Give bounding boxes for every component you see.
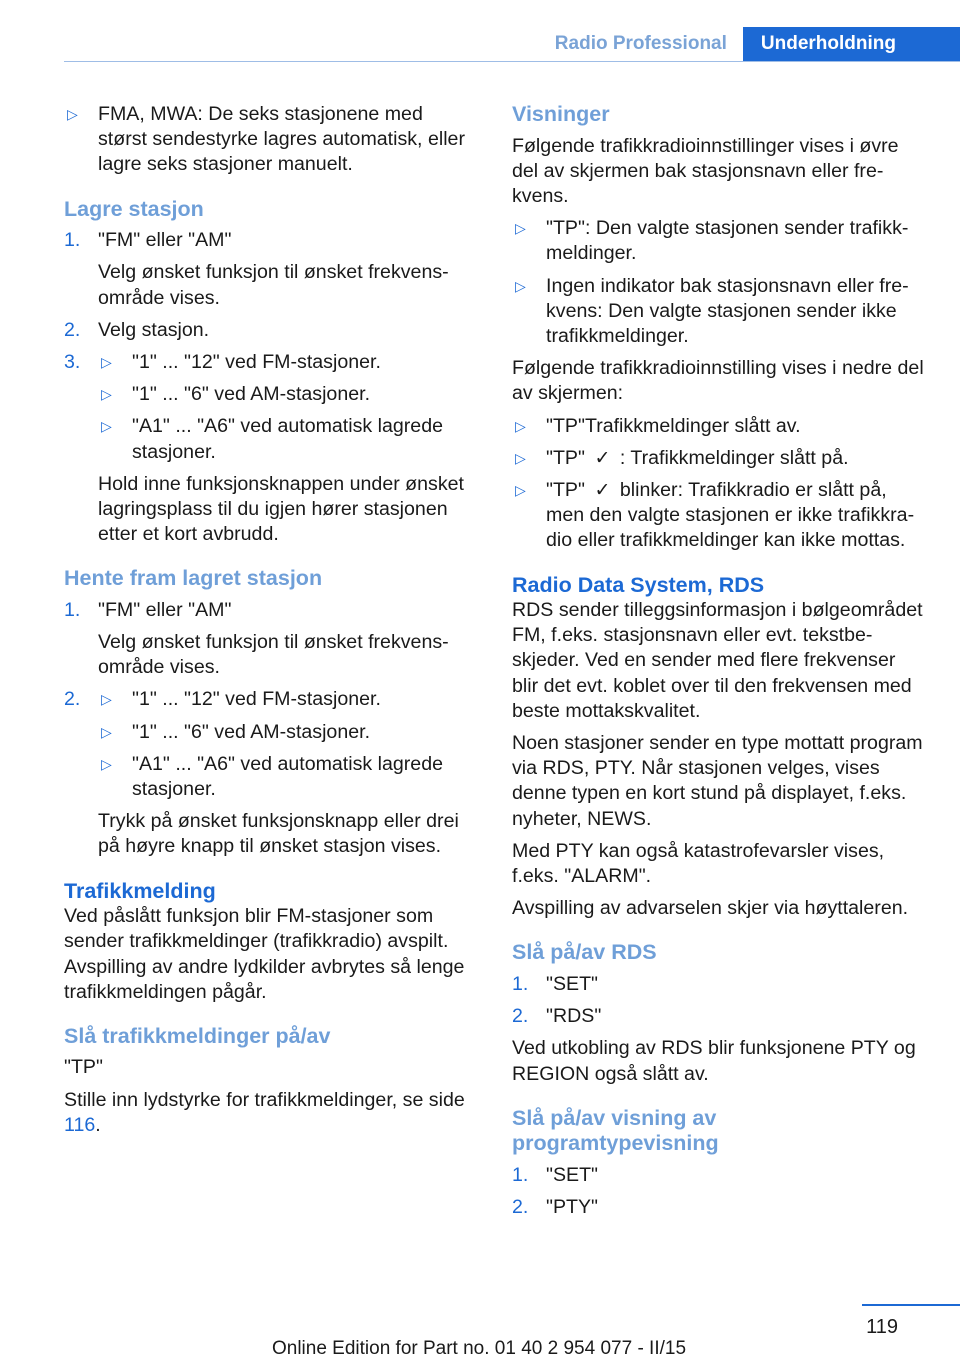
page-number: 119 (866, 1316, 898, 1338)
numbered-step (512, 972, 924, 997)
step-number: 2. (64, 688, 81, 711)
bullet-text: "1" ... "12" ved FM-stasjoner. (132, 688, 381, 711)
paragraph: Ved påslått funksjon blir FM-stasjoner som sender trafikkmeldinger (trafikkradio) avspilt. Avspilling av andre lydkilder avbrytes så lenge trafikkmeldingen pågår. (64, 905, 465, 1003)
checkmark-icon: ✓ (594, 479, 611, 501)
section-heading-lagre: Lagre stasjon (64, 196, 204, 221)
paragraph: Avspilling av advarselen skjer via høyttaleren. (512, 897, 909, 920)
step-text: "FM" eller "AM" (98, 229, 232, 252)
bullet-text: "A1" ... "A6" ved automatisk lagrede stasjoner. (132, 415, 444, 463)
numbered-step (64, 598, 476, 681)
step-number: 1. (64, 598, 81, 621)
numbered-step (64, 228, 476, 311)
triangle-bullet-icon: ▷ (515, 449, 526, 466)
section-tab: Radio Professional (537, 27, 743, 61)
bullet-item (512, 446, 924, 471)
bullet-item (512, 414, 924, 439)
header-rule (64, 61, 960, 62)
step-text: "FM" eller "AM" (98, 598, 232, 621)
chapter-tab: Underholdning (743, 27, 960, 61)
step-number: 3. (64, 350, 81, 373)
paragraph: RDS sender tilleggsinformasjon i bølgeområdet FM, f.eks. stasjonsnavn eller evt. tekstbeskjeder. Ved en sender med flere frekvenser blir det evt. koblet over til den frekvensen med beste mottakskvalitet. (512, 599, 923, 722)
paragraph: Ved utkobling av RDS blir funksjonene PTY og REGION også slått av. (512, 1037, 916, 1085)
triangle-bullet-icon: ▷ (101, 353, 112, 370)
step-text: "SET" (546, 972, 599, 995)
bullet-text: "A1" ... "A6" ved automatisk lagrede stasjoner. (132, 752, 444, 801)
numbered-step (512, 1163, 924, 1188)
paragraph: Følgende trafikkradioinnstillinger vises i øvre del av skjermen bak stasjonsnavn eller frekvens. (512, 134, 899, 207)
numbered-step (64, 687, 476, 859)
bullet-item (512, 274, 924, 350)
step-number: 2. (512, 1196, 529, 1218)
bullet-text: "1" ... "6" ved AM-stasjoner. (132, 383, 371, 406)
step-number: 1. (512, 972, 529, 995)
step-text: Velg ønsket funksjon til ønsket frekvensområde vises. (98, 631, 449, 679)
right-column (512, 102, 924, 1227)
triangle-bullet-icon: ▷ (515, 417, 526, 434)
section-heading-visninger: Visninger (512, 102, 610, 126)
triangle-bullet-icon: ▷ (101, 755, 112, 772)
bullet-text: "TP"Trafikkmeldinger slått av. (546, 414, 801, 437)
step-text: "PTY" (546, 1196, 599, 1218)
section-heading-sla-trafikk: Slå trafikkmeldinger på/av (64, 1023, 331, 1048)
footer-rule (862, 1304, 960, 1306)
numbered-step (512, 1195, 924, 1220)
section-heading-trafikkmelding: Trafikkmelding (64, 878, 216, 903)
triangle-bullet-icon: ▷ (101, 723, 112, 740)
paragraph: "TP" (64, 1056, 103, 1079)
bullet-text: "TP": Den valgte stasjonen sender trafikkmeldinger. (546, 217, 909, 265)
section-heading-rds: Radio Data System, RDS (512, 572, 765, 597)
header-tabs (537, 27, 960, 61)
step-number: 2. (512, 1005, 529, 1028)
paragraph: Noen stasjoner sender en type mottatt program via RDS, PTY. Når stasjonen velges, vises denne typen en kort stund på displayet, f.eks. nyheter, NEWS. (512, 732, 923, 830)
bullet-text: "TP" (546, 478, 585, 501)
bullet-item (64, 102, 476, 178)
triangle-bullet-icon: ▷ (101, 691, 112, 708)
bullet-item (98, 382, 476, 407)
left-column (64, 102, 476, 1145)
paragraph-text: . (95, 1113, 101, 1136)
triangle-bullet-icon: ▷ (101, 386, 112, 403)
bullet-text: FMA, MWA: De seks stasjonene med størst sendestyrke lagres automatisk, eller lagre seks stasjoner manuelt. (98, 103, 465, 176)
step-text: "RDS" (546, 1005, 602, 1028)
bullet-text: blinker: Trafikkradio er slått på, men den valgte stasjonen er ikke trafikkradio eller trafikkmeldinger kan ikke mottas. (546, 478, 915, 552)
bullet-item (512, 478, 924, 554)
step-note: Hold inne funksjonsknappen under ønsket lagringsplass til du igjen hører stasjonen etter et kort avbrudd. (98, 472, 464, 546)
edition-text: Online Edition for Part no. 01 40 2 954 077 - II/15 (271, 1338, 687, 1359)
triangle-bullet-icon: ▷ (515, 481, 526, 498)
numbered-step (512, 1004, 924, 1029)
section-heading-hente: Hente fram lagret stasjon (64, 566, 323, 591)
numbered-step (64, 350, 476, 547)
bullet-text: "TP" (546, 446, 585, 469)
bullet-text: : Trafikkmeldinger slått på. (619, 446, 849, 469)
triangle-bullet-icon: ▷ (515, 277, 526, 294)
step-number: 2. (64, 318, 81, 341)
bullet-text: "1" ... "12" ved FM-stasjoner. (132, 350, 381, 373)
triangle-bullet-icon: ▷ (101, 418, 112, 435)
triangle-bullet-icon: ▷ (515, 220, 526, 237)
bullet-item (98, 720, 476, 745)
bullet-item (512, 216, 924, 266)
section-heading-sla-pty: Slå på/av visning av programtypevisning (512, 1105, 719, 1156)
footer-edition (0, 1338, 960, 1360)
paragraph-text: Stille inn lydstyrke for trafikkmeldinger, se side (64, 1088, 465, 1111)
bullet-item (98, 752, 476, 802)
paragraph: Med PTY kan også katastrofevarsler vises, f.eks. "ALARM". (512, 839, 885, 888)
triangle-bullet-icon: ▷ (67, 106, 78, 122)
bullet-item (98, 414, 476, 464)
paragraph: Følgende trafikkradioinnstilling vises i nedre del av skjermen: (512, 357, 924, 405)
step-note: Trykk på ønsket funksjonsknapp eller drei på høyre knapp til ønsket stasjon vises. (98, 810, 459, 858)
numbered-step (64, 318, 476, 343)
paragraph (64, 1088, 476, 1138)
step-text: Velg stasjon. (98, 318, 210, 341)
checkmark-icon: ✓ (594, 447, 611, 469)
bullet-text: Ingen indikator bak stasjonsnavn eller frekvens: Den valgte stasjonen sender ikke trafikkmeldinger. (546, 274, 909, 347)
section-heading-sla-rds: Slå på/av RDS (512, 940, 657, 965)
bullet-item (98, 687, 476, 712)
step-text: "SET" (546, 1163, 599, 1186)
bullet-item (98, 350, 476, 375)
step-text: Velg ønsket funksjon til ønsket frekvensområde vises. (98, 261, 449, 309)
step-number: 1. (512, 1163, 529, 1186)
step-number: 1. (64, 229, 81, 252)
bullet-text: "1" ... "6" ved AM-stasjoner. (132, 720, 371, 743)
page-reference-link[interactable]: 116 (64, 1113, 96, 1136)
